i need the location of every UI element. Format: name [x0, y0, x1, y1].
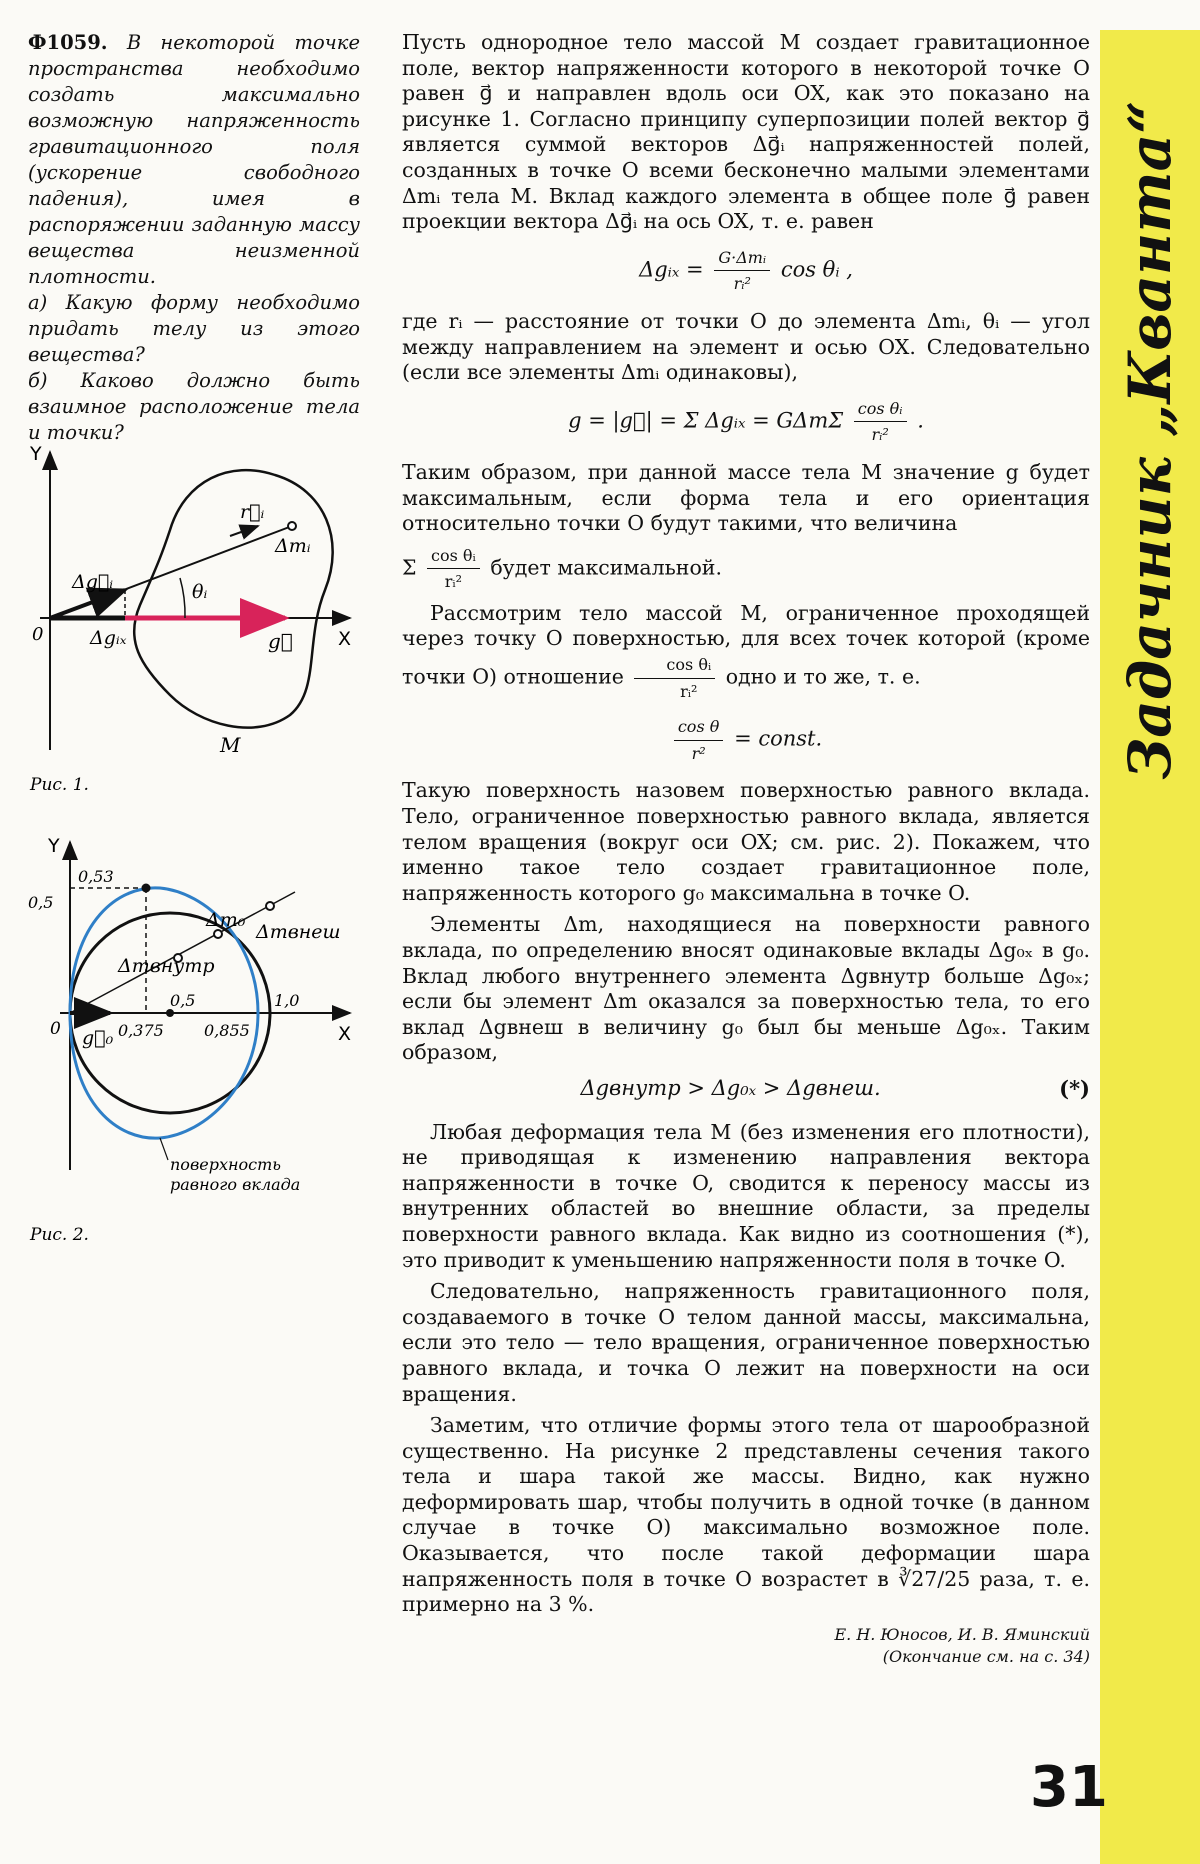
- solution-p3b: [402, 543, 1090, 595]
- f1-lhs: Δgᵢₓ =: [639, 257, 704, 282]
- surface-label-2: равного вклада: [170, 1175, 301, 1194]
- fig2-caption: Рис. 2.: [30, 1225, 89, 1245]
- f3-rhs: = const.: [734, 726, 823, 751]
- f2-end: .: [917, 408, 924, 433]
- y05-label: 0,5: [28, 893, 54, 912]
- p4-fraction: [634, 652, 715, 704]
- solution-p6: Элементы Δm, находящиеся на поверхности равного вклада, по определению вносят одинаковые вклады Δg₀ₓ в g₀. Вклад любого внутреннего элемента Δgвнутр больше Δg₀ₓ; если бы элемент Δm оказался за поверхностью тела, то его вклад Δgвнеш в величину g₀ был бы меньше Δg₀ₓ. Таким образом,: [402, 912, 1090, 1065]
- fig1-y-label: Y: [30, 443, 42, 465]
- delta-g-i-vector: [50, 590, 125, 618]
- r-i-label: r⃗ᵢ: [240, 501, 265, 523]
- f3-fraction: [674, 714, 724, 766]
- x05-label: 0,5: [170, 991, 196, 1010]
- dm-vnesh-label: Δmвнеш: [256, 921, 341, 943]
- solution-p7: Любая деформация тела M (без изменения его плотности), не приводящая к изменению направления вектора напряженности в точке O, сводится к переносу массы из внутренних областей во внешние области, за пределы поверхности равного вклада. Как видно из соотношения (*), это приводит к уменьшению напряженности поля в точке O.: [402, 1119, 1090, 1272]
- p3b-sigma: Σ: [402, 555, 417, 580]
- body-outline: [134, 470, 333, 727]
- question-a: а) Какую форму необходимо придать телу из этого вещества?: [28, 291, 360, 366]
- fig1-caption: Рис. 1.: [30, 775, 89, 795]
- solution-column: [402, 30, 1090, 1668]
- f1-rhs: cos θᵢ ,: [780, 257, 853, 282]
- problem-statement: [28, 30, 360, 446]
- band-title: Задачник „Кванта“: [1116, 100, 1184, 780]
- top-point: [142, 884, 151, 893]
- surface-label-1: поверхность: [170, 1155, 281, 1174]
- p3b-tail: будет максимальной.: [490, 555, 722, 580]
- p4-den: rᵢ²: [680, 681, 698, 701]
- dm0-dot: [214, 930, 222, 938]
- solution-p8: Следовательно, напряженность гравитационного поля, создаваемого в точке O телом данной массы, максимальна, если это тело — тело вращения, ограниченное поверхностью равного вклада, и точка O лежит на поверхности на оси вращения.: [402, 1279, 1090, 1406]
- mass-label: M: [220, 733, 241, 757]
- surface-leader: [160, 1138, 168, 1160]
- fig2-x-label: X: [338, 1023, 352, 1045]
- p3b-fraction: [427, 543, 480, 595]
- p4-text: Рассмотрим тело массой M, ограниченное проходящей через точку O поверхностью, для всех точек которой (кроме точки O) отношение: [402, 600, 1090, 689]
- x0375-label: 0,375: [118, 1021, 164, 1040]
- x10-label: 1,0: [274, 991, 300, 1010]
- g0-label: g⃗₀: [82, 1027, 114, 1049]
- formula-4: [402, 1076, 1090, 1102]
- g-label: g⃗: [268, 629, 293, 653]
- dm-vnutr-label: Δmвнутр: [118, 955, 215, 977]
- formula-3: [402, 714, 1090, 766]
- f4-number: (*): [1059, 1075, 1090, 1101]
- f1-den: rᵢ²: [733, 274, 751, 294]
- f2-den: rᵢ²: [871, 425, 889, 445]
- solution-p5: Такую поверхность назовем поверхностью равного вклада. Тело, ограниченное поверхностью равного вклада, является телом вращения (вокруг оси OX; см. рис. 2). Покажем, что именно такое тело создает гравитационное поле, напряженность которого g₀ максимальна в точке O.: [402, 778, 1090, 905]
- problem-text: В некоторой точке пространства необходимо создать максимально возможную напряженность гравитационного поля (ускорение свободного падения), имея в распоряжении заданную массу вещества неизменной плотности.: [28, 31, 360, 288]
- theta-i-label: θᵢ: [192, 581, 208, 603]
- delta-g-i-label: Δg⃗ᵢ: [72, 571, 114, 593]
- f3-num: cos θ: [674, 714, 724, 741]
- f2-lhs: g = |g⃗| = Σ Δgᵢₓ = GΔmΣ: [568, 408, 844, 433]
- delta-m-i-label: Δmᵢ: [275, 535, 311, 557]
- p3b-den: rᵢ²: [444, 572, 463, 592]
- fig1-x-label: X: [338, 628, 352, 650]
- problem-number: Ф1059.: [28, 31, 108, 54]
- fig2-origin-label: 0: [50, 1019, 61, 1039]
- r-i-arrow: [230, 526, 258, 536]
- fig2-y-label: Y: [48, 835, 60, 857]
- f4: Δgвнутр > Δg₀ₓ > Δgвнеш.: [580, 1075, 881, 1100]
- f2-num: cos θᵢ: [854, 396, 907, 423]
- p4-tail: одно и то же, т. е.: [725, 664, 921, 689]
- solution-p2: где rᵢ — расстояние от точки O до элемента Δmᵢ, θᵢ — угол между направлением на элемент и осью OX. Следовательно (если все элементы Δmᵢ одинаковы),: [402, 308, 1090, 385]
- continued-note: (Окончание см. на с. 34): [882, 1646, 1090, 1666]
- f1-fraction: [714, 245, 770, 297]
- section-band: [1100, 30, 1200, 1864]
- f2-fraction: [854, 396, 907, 448]
- dm0-label: Δm₀: [206, 909, 246, 931]
- figure-1: [20, 440, 360, 800]
- x0855-label: 0,855: [204, 1021, 250, 1040]
- f3-den: r²: [691, 743, 706, 763]
- f1-num: G·Δmᵢ: [714, 245, 770, 272]
- solution-p3: Таким образом, при данной массе тела M значение g будет максимальным, если форма тела и его ориентация относительно точки O будут такими, что величина: [402, 459, 1090, 536]
- element-dot: [288, 522, 296, 530]
- p3b-num: cos θᵢ: [427, 543, 480, 570]
- dm-vnesh-dot: [266, 902, 274, 910]
- question-b: б) Каково должно быть взаимное расположение тела и точки?: [28, 369, 360, 444]
- formula-2: [402, 396, 1090, 448]
- solution-p1: Пусть однородное тело массой M создает гравитационное поле, вектор напряженности которого в некоторой точке O равен g⃗ и направлен вдоль оси OX, как это показано на рисунке 1. Согласно принципу суперпозиции полей вектор g⃗ является суммой векторов Δg⃗ᵢ напряженностей полей, созданных в точке O всеми бесконечно малыми элементами Δmᵢ тела M. Вклад каждого элемента в общее поле g⃗ равен проекции вектора Δg⃗ᵢ на ось OX, т. е. равен: [402, 30, 1090, 234]
- solution-p4: [402, 601, 1090, 704]
- solution-p9: Заметим, что отличие формы этого тела от шарообразной существенно. На рисунке 2 представлены сечения такого тела и шара такой же массы. Видно, как нужно деформировать шар, чтобы получить в одной точке (в данном случае в точке O) максимально возможное поле. Оказывается, что после такой деформации шара напряженность поля в точке O возрастет в ∛27/25 раза, т. е. примерно на 3 %.: [402, 1413, 1090, 1617]
- authors: Е. Н. Юносов, И. В. Яминский: [834, 1624, 1090, 1644]
- problem-column: [28, 30, 360, 446]
- theta-arc: [180, 578, 185, 618]
- formula-1: [402, 245, 1090, 297]
- fig1-origin-label: 0: [32, 624, 44, 645]
- signature: [402, 1624, 1090, 1668]
- p4-num: cos θᵢ: [634, 652, 715, 679]
- center-point: [166, 1009, 174, 1017]
- page-number: 31: [1030, 1755, 1108, 1820]
- figure-2: [20, 830, 360, 1250]
- delta-g-ix-label: Δgᵢₓ: [90, 627, 127, 649]
- y053-label: 0,53: [78, 867, 114, 886]
